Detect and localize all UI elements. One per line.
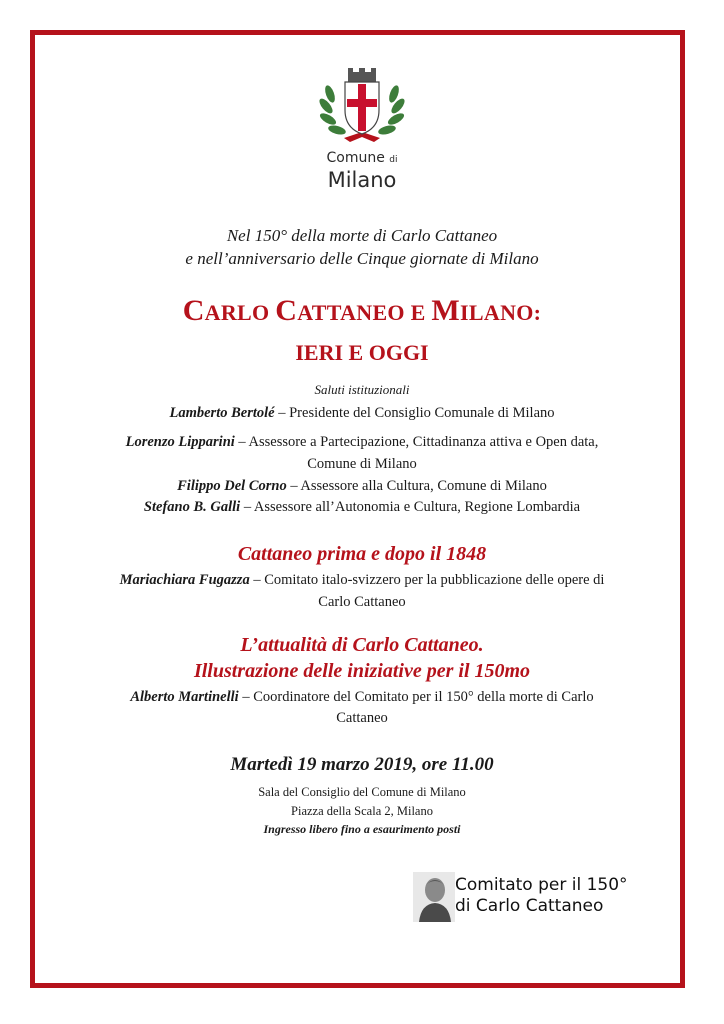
comune-milano-crest-icon	[312, 68, 412, 148]
event-subtitle: IERI E OGGI	[295, 340, 429, 365]
speaker-line: Lorenzo Lipparini – Assessore a Partecipazione, Cittadinanza attiva e Open data,	[125, 434, 599, 450]
session-2-speaker-continued: Cattaneo	[336, 710, 388, 726]
portrait-icon	[413, 872, 455, 922]
venue-line-1: Sala del Consiglio del Comune di Milano	[258, 785, 466, 799]
speaker-line: Lamberto Bertolé – Presidente del Consiglio Comunale di Milano	[169, 405, 555, 421]
event-date: Martedì 19 marzo 2019, ore 11.00	[230, 754, 494, 775]
session-2-speaker: Alberto Martinelli – Coordinatore del Comitato per il 150° della morte di Carlo	[130, 689, 594, 705]
greetings-heading: Saluti istituzionali	[314, 382, 410, 397]
session-1-title: Cattaneo prima e dopo il 1848	[237, 543, 487, 565]
session-1-speaker: Mariachiara Fugazza – Comitato italo-svizzero per la pubblicazione delle opere di	[119, 572, 605, 588]
committee-logo-text: Comitato per il 150° di Carlo Cattaneo	[455, 875, 628, 916]
admission-note: Ingresso libero fino a esaurimento posti	[263, 822, 461, 836]
speaker-line-continued: Comune di Milano	[307, 456, 417, 472]
event-title: CARLO CATTANEO E MILANO:	[182, 294, 542, 327]
crest-label-milano: Milano	[327, 168, 397, 192]
session-2-title-line-2: Illustrazione delle iniziative per il 150mo	[193, 660, 531, 682]
speaker-line: Stefano B. Galli – Assessore all’Autonomia e Cultura, Regione Lombardia	[143, 499, 581, 515]
venue-line-2: Piazza della Scala 2, Milano	[291, 804, 433, 818]
committee-logo	[413, 872, 653, 922]
session-2-title-line-1: L’attualità di Carlo Cattaneo.	[240, 634, 484, 656]
crest-label-comune: Comune di	[326, 150, 398, 166]
session-1-speaker-continued: Carlo Cattaneo	[318, 594, 406, 610]
intro-line-1: Nel 150° della morte di Carlo Cattaneo	[226, 226, 498, 245]
speaker-line: Filippo Del Corno – Assessore alla Cultura, Comune di Milano	[177, 478, 547, 494]
intro-line-2: e nell’anniversario delle Cinque giornate di Milano	[185, 249, 539, 268]
